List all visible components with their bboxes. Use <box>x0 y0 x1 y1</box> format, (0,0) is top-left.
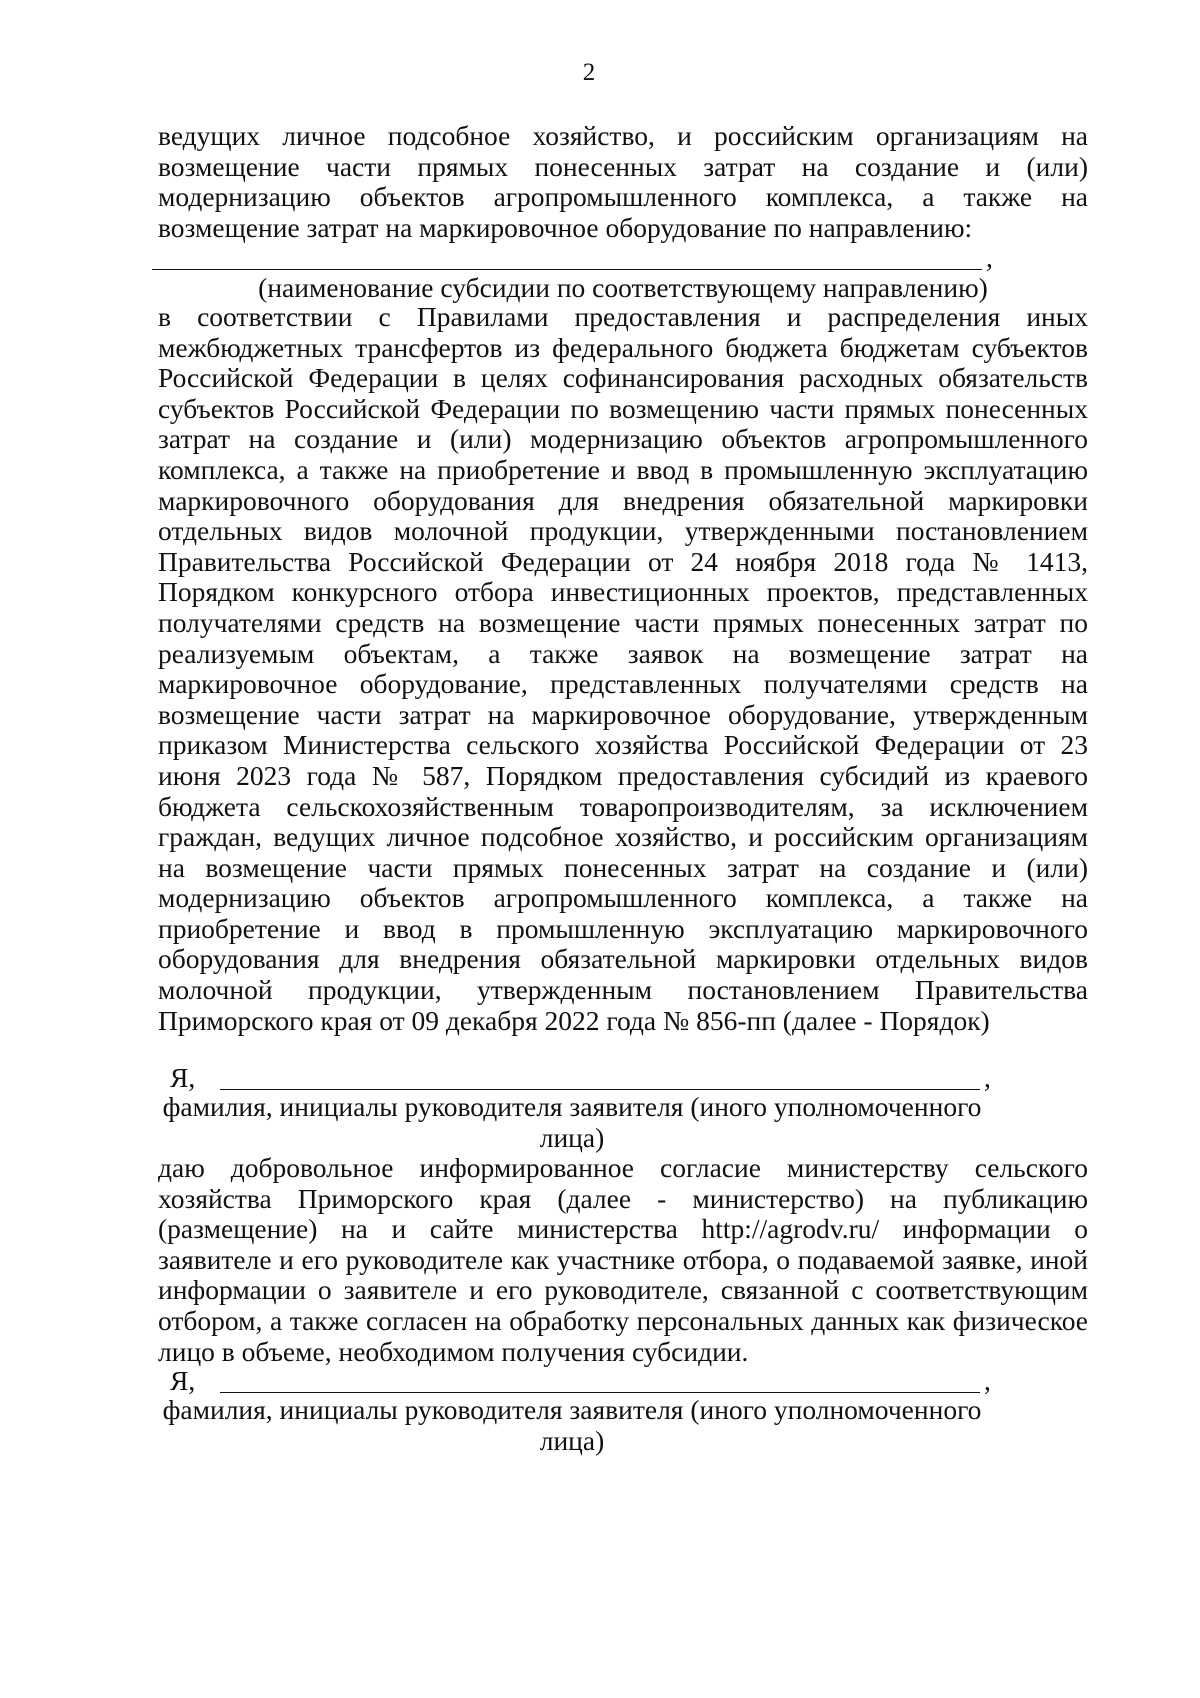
direction-caption: (наименование субсидии по соответствующему направлению) <box>258 272 988 303</box>
signatory-2-prefix: Я, <box>170 1365 196 1396</box>
signatory-1-comma: , <box>984 1062 991 1093</box>
signatory-2-line <box>170 1366 1110 1396</box>
signatory-1-prefix: Я, <box>170 1062 196 1093</box>
direction-blank-line <box>150 243 1110 273</box>
signatory-2-caption: фамилия, инициалы руководителя заявителя (иного уполномоченного лица) <box>162 1394 982 1456</box>
signatory-1-line <box>170 1063 1110 1093</box>
signatory-2-underline <box>220 1392 980 1393</box>
consent-paragraph: даю добровольное информированное согласие министерству сельского хозяйства Приморского края (далее - министерство) на публикацию (размещение) на и сайте министерства http://agrodv.ru/ информации о заявителе и его руководителе как участнике отбора, о подаваемой заявке, иной информации о заявителе и его руководителе, связанной с соответствующим отбором, а также согласен на обработку персональных данных как физическое лицо в объеме, необходимом получения субсидии. <box>158 1152 1088 1367</box>
signatory-1-underline <box>220 1089 980 1090</box>
direction-comma: , <box>986 242 993 273</box>
signatory-2-comma: , <box>984 1365 991 1396</box>
signatory-1-caption: фамилия, инициалы руководителя заявителя (иного уполномоченного лица) <box>162 1091 982 1153</box>
page-number: 2 <box>582 59 596 86</box>
intro-paragraph: ведущих личное подсобное хозяйство, и российским организациям на возмещение части прямых понесенных затрат на создание и (или) модернизацию объектов агропромышленного комплекса, а также на возмещение затрат на маркировочное оборудование по направлению: <box>158 120 1088 243</box>
direction-underline <box>152 269 982 270</box>
rules-paragraph: в соответствии с Правилами предоставления и распределения иных межбюджетных трансфертов из федерального бюджета бюджетам субъектов Российской Федерации в целях софинансирования расходных обязательств субъектов Российской Федерации по возмещению части прямых понесенных затрат на создание и (или) модернизацию объектов агропромышленного комплекса, а также на приобретение и ввод в промышленную эксплуатацию маркировочного оборудования для внедрения обязательной маркировки отдельных видов молочной продукции, утвержденными постановлением Правительства Российской Федерации от 24 ноября 2018 года № 1413, Порядком конкурсного отбора инвестиционных проектов, представленных получателями средств на возмещение части прямых понесенных затрат по реализуемым объектам, а также заявок на возмещение затрат на маркировочное оборудование, представленных получателями средств на возмещение части затрат на маркировочное оборудование, утвержденным приказом Министерства сельского хозяйства Российской Федерации от 23 июня 2023 года № 587, Порядком предоставления субсидий из краевого бюджета сельскохозяйственным товаропроизводителям, за исключением граждан, ведущих личное подсобное хозяйство, и российским организациям на возмещение части прямых понесенных затрат на создание и (или) модернизацию объектов агропромышленного комплекса, а также на приобретение и ввод в промышленную эксплуатацию маркировочного оборудования для внедрения обязательной маркировки отдельных видов молочной продукции, утвержденным постановлением Правительства Приморского края от 09 декабря 2022 года № 856-пп (далее - Порядок) <box>158 301 1088 1036</box>
